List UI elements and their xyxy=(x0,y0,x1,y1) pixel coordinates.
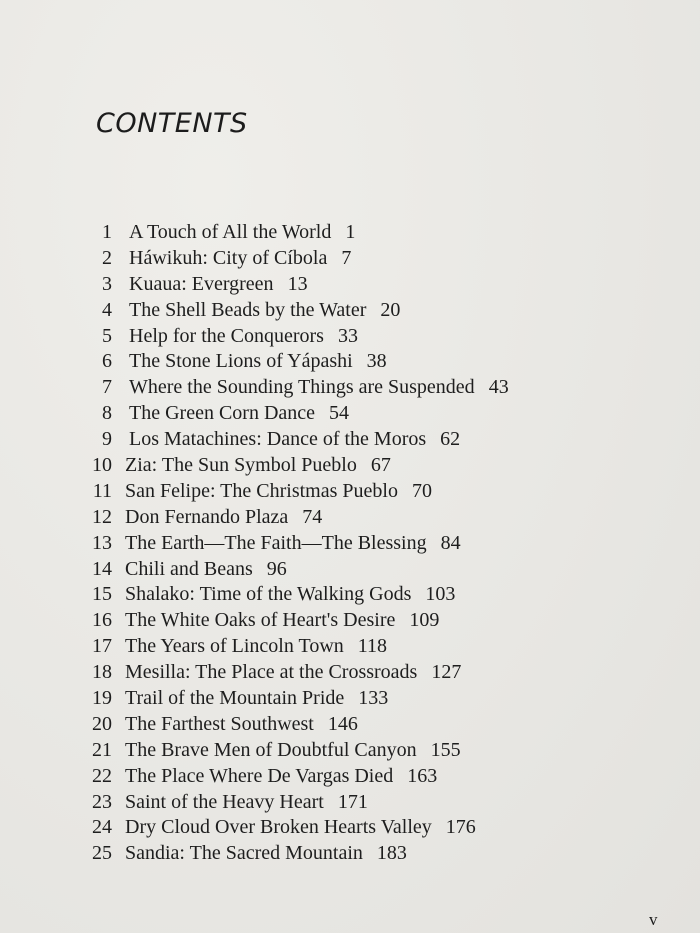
chapter-title: The Years of Lincoln Town xyxy=(125,635,344,658)
chapter-page: 7 xyxy=(341,246,352,269)
chapter-entry xyxy=(125,479,432,505)
chapter-title: The Shell Beads by the Water xyxy=(129,298,367,321)
chapter-page: 38 xyxy=(366,350,387,373)
toc-entry xyxy=(0,841,700,867)
chapter-number: 18 xyxy=(92,661,112,684)
chapter-page: 62 xyxy=(440,428,461,451)
chapter-entry xyxy=(129,375,509,401)
chapter-entry xyxy=(125,660,461,686)
chapter-number: 16 xyxy=(92,609,112,632)
page-number: v xyxy=(649,910,658,929)
toc-entry xyxy=(0,712,700,738)
toc-entry xyxy=(0,738,700,764)
toc-entry xyxy=(0,349,700,375)
chapter-entry xyxy=(125,582,455,608)
chapter-title: San Felipe: The Christmas Pueblo xyxy=(125,479,398,502)
chapter-entry xyxy=(125,505,322,531)
chapter-title: Where the Sounding Things are Suspended xyxy=(129,376,475,399)
toc-entry xyxy=(0,608,700,634)
toc-entry xyxy=(0,790,700,816)
toc-entry xyxy=(0,815,700,841)
toc-entry xyxy=(0,505,700,531)
chapter-entry xyxy=(125,531,461,557)
chapter-page: 43 xyxy=(488,376,509,399)
chapter-number: 4 xyxy=(102,298,112,321)
chapter-page: 109 xyxy=(409,609,440,632)
chapter-page: 127 xyxy=(431,661,462,684)
contents-heading: CONTENTS xyxy=(96,108,248,139)
toc-entry xyxy=(0,246,700,272)
chapter-entry xyxy=(129,349,387,375)
chapter-page: 33 xyxy=(337,324,358,347)
chapter-page: 70 xyxy=(411,479,432,502)
toc-entry xyxy=(0,375,700,401)
chapter-page: 74 xyxy=(302,505,323,528)
chapter-title: Saint of the Heavy Heart xyxy=(125,790,324,813)
chapter-number: 25 xyxy=(92,842,112,865)
table-of-contents xyxy=(0,220,700,867)
chapter-number: 24 xyxy=(92,816,112,839)
chapter-number: 3 xyxy=(102,272,112,295)
chapter-entry xyxy=(129,324,358,350)
toc-entry xyxy=(0,220,700,246)
chapter-page: 163 xyxy=(407,764,438,787)
chapter-entry xyxy=(129,298,400,324)
chapter-title: The Green Corn Dance xyxy=(129,402,316,425)
chapter-entry xyxy=(129,427,460,453)
chapter-entry xyxy=(125,634,387,660)
chapter-page: 146 xyxy=(327,712,358,735)
chapter-entry xyxy=(125,738,461,764)
chapter-entry xyxy=(129,401,349,427)
chapter-entry xyxy=(125,453,391,479)
chapter-page: 54 xyxy=(329,402,350,425)
chapter-title: Zia: The Sun Symbol Pueblo xyxy=(125,454,357,477)
chapter-page: 133 xyxy=(358,687,389,710)
chapter-number: 23 xyxy=(92,790,112,813)
chapter-title: A Touch of All the World xyxy=(129,221,332,243)
chapter-page: 13 xyxy=(287,272,308,295)
toc-entry xyxy=(0,557,700,583)
chapter-number: 7 xyxy=(102,376,112,399)
chapter-title: Háwikuh: City of Cíbola xyxy=(129,246,328,269)
chapter-number: 15 xyxy=(92,583,112,606)
chapter-page: 155 xyxy=(430,738,461,761)
chapter-page: 1 xyxy=(345,221,356,243)
chapter-title: The Place Where De Vargas Died xyxy=(125,764,394,787)
toc-entry xyxy=(0,401,700,427)
chapter-number: 12 xyxy=(92,505,112,528)
chapter-title: Kuaua: Evergreen xyxy=(129,272,274,295)
chapter-title: Dry Cloud Over Broken Hearts Valley xyxy=(125,816,432,839)
chapter-title: The Stone Lions of Yápashi xyxy=(129,350,353,373)
chapter-number: 13 xyxy=(92,531,112,554)
chapter-page: 67 xyxy=(370,454,391,477)
toc-entry xyxy=(0,324,700,350)
chapter-entry xyxy=(129,220,355,246)
chapter-page: 171 xyxy=(337,790,368,813)
chapter-title: Chili and Beans xyxy=(125,557,253,580)
toc-entry xyxy=(0,764,700,790)
chapter-page: 84 xyxy=(440,531,461,554)
chapter-entry xyxy=(125,841,407,867)
chapter-title: Shalako: Time of the Walking Gods xyxy=(125,583,412,606)
chapter-title: The Farthest Southwest xyxy=(125,712,314,735)
chapter-page: 183 xyxy=(376,842,407,865)
chapter-title: Help for the Conquerors xyxy=(129,324,324,347)
chapter-page: 96 xyxy=(266,557,287,580)
toc-entry xyxy=(0,453,700,479)
toc-entry xyxy=(0,272,700,298)
toc-entry xyxy=(0,531,700,557)
chapter-title: Sandia: The Sacred Mountain xyxy=(125,842,363,865)
chapter-entry xyxy=(125,712,358,738)
chapter-number: 11 xyxy=(92,479,112,502)
chapter-title: Mesilla: The Place at the Crossroads xyxy=(125,661,418,684)
chapter-entry xyxy=(125,557,287,583)
chapter-title: Trail of the Mountain Pride xyxy=(125,687,345,710)
chapter-number: 21 xyxy=(92,738,112,761)
chapter-title: The White Oaks of Heart's Desire xyxy=(125,609,396,632)
chapter-number: 2 xyxy=(102,246,112,269)
chapter-number: 19 xyxy=(92,687,112,710)
toc-entry xyxy=(0,582,700,608)
chapter-entry xyxy=(125,790,368,816)
chapter-entry xyxy=(129,246,351,272)
chapter-entry xyxy=(125,815,476,841)
chapter-entry xyxy=(125,686,388,712)
chapter-number: 6 xyxy=(102,350,112,373)
chapter-title: The Earth—The Faith—The Blessing xyxy=(125,531,427,554)
toc-entry xyxy=(0,634,700,660)
chapter-entry xyxy=(125,764,437,790)
chapter-number: 22 xyxy=(92,764,112,787)
chapter-page: 20 xyxy=(380,298,401,321)
toc-entry xyxy=(0,427,700,453)
toc-entry xyxy=(0,298,700,324)
chapter-page: 118 xyxy=(357,635,388,658)
chapter-number: 9 xyxy=(102,428,112,451)
chapter-number: 14 xyxy=(92,557,112,580)
chapter-page: 103 xyxy=(425,583,456,606)
chapter-title: Don Fernando Plaza xyxy=(125,505,289,528)
chapter-number: 17 xyxy=(92,635,112,658)
chapter-number: 20 xyxy=(92,712,112,735)
chapter-page: 176 xyxy=(445,816,476,839)
toc-entry xyxy=(0,686,700,712)
chapter-title: Los Matachines: Dance of the Moros xyxy=(129,428,427,451)
chapter-number: 5 xyxy=(102,324,112,347)
chapter-number: 1 xyxy=(102,221,112,243)
chapter-title: The Brave Men of Doubtful Canyon xyxy=(125,738,417,761)
chapter-entry xyxy=(129,272,308,298)
toc-entry xyxy=(0,479,700,505)
chapter-entry xyxy=(125,608,439,634)
chapter-number: 10 xyxy=(92,454,112,477)
chapter-number: 8 xyxy=(102,402,112,425)
toc-entry xyxy=(0,660,700,686)
